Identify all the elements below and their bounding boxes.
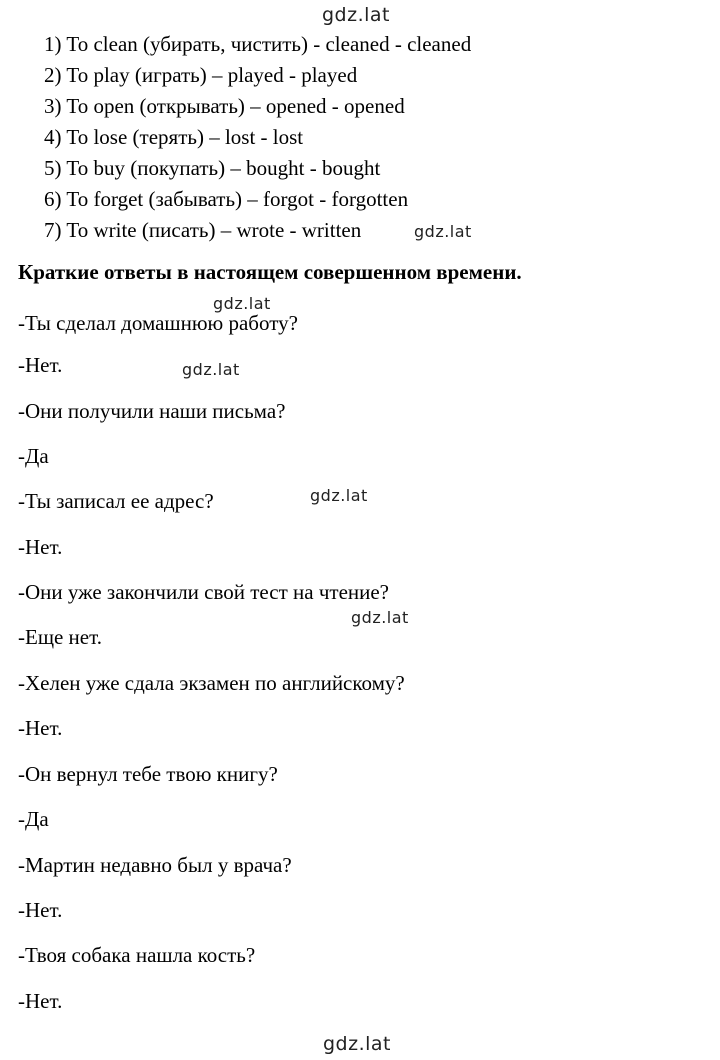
dialogue-line-7: -Они уже закончили свой тест на чтение? [18,580,390,604]
dialogue-line-16: -Нет. [18,989,63,1013]
verb-item-3: 3) To open (открывать) – opened - opened [44,94,405,118]
dialogue-line-5: -Ты записал ее адрес? [18,489,214,513]
dialogue-line-10: -Нет. [18,716,63,740]
dialogue-line-9: -Хелен уже сдала экзамен по английскому? [18,671,405,695]
verb-item-5: 5) To buy (покупать) – bought - bought [44,156,381,180]
dialogue-line-6: -Нет. [18,535,63,559]
watermark-top: gdz.lat [322,4,391,26]
watermark-near-no: gdz.lat [182,360,240,379]
verb-item-6: 6) To forget (забывать) – forgot - forgotten [44,187,409,211]
verb-item-1: 1) To clean (убирать, чистить) - cleaned - cleaned [44,32,472,56]
dialogue-line-15: -Твоя собака нашла кость? [18,943,256,967]
verb-item-7: 7) To write (писать) – wrote - written [44,218,362,242]
dialogue-line-2: -Нет. [18,353,63,377]
watermark-after-list: gdz.lat [414,222,472,241]
watermark-bottom: gdz.lat [323,1033,392,1055]
dialogue-line-4: -Да [18,444,49,468]
dialogue-line-3: -Они получили наши письма? [18,399,286,423]
watermark-near-heading: gdz.lat [213,294,271,313]
dialogue-line-13: -Мартин недавно был у врача? [18,853,292,877]
dialogue-line-8: -Еще нет. [18,625,102,649]
watermark-near-address: gdz.lat [310,486,368,505]
dialogue-line-14: -Нет. [18,898,63,922]
verb-item-2: 2) To play (играть) – played - played [44,63,358,87]
dialogue-line-11: -Он вернул тебе твою книгу? [18,762,278,786]
watermark-near-test: gdz.lat [351,608,409,627]
verb-item-4: 4) To lose (терять) – lost - lost [44,125,304,149]
dialogue-line-12: -Да [18,807,49,831]
dialogue-line-1: -Ты сделал домашнюю работу? [18,311,298,335]
section-heading: Краткие ответы в настоящем совершенном времени. [18,260,522,284]
